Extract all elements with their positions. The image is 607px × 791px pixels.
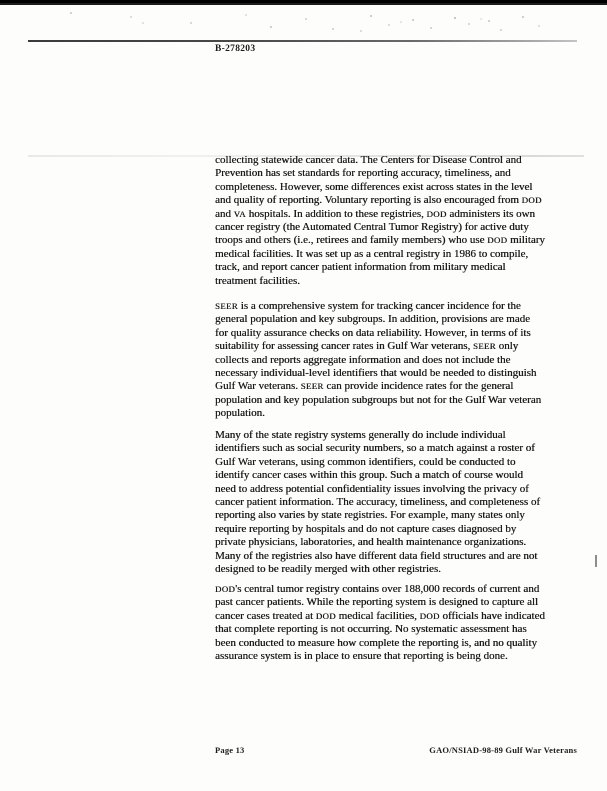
small-caps-term: SEER (300, 381, 324, 392)
page-number: Page 13 (215, 745, 245, 755)
text-line: past cancer patients. While the reporting system is designed to capture all (215, 596, 538, 609)
paragraph-4 (215, 583, 587, 663)
text-line: Many of the registries also have different data field structures and are not (215, 549, 538, 562)
small-caps-term: DOD (521, 195, 542, 206)
small-caps-term: DOD (487, 235, 508, 246)
text-line: been conducted to measure how complete the reporting is, and no quality (215, 636, 537, 649)
small-caps-term: DOD (315, 610, 336, 621)
text-line: collecting statewide cancer data. The Centers for Disease Control and (215, 154, 522, 166)
text-line: designed to be readily merged with other registries. (215, 563, 441, 576)
text-line: necessary individual-level identifiers that would be needed to distinguish (215, 367, 537, 380)
text-line: that complete reporting is not occurring. No systematic assessment has (215, 623, 527, 636)
small-caps-term: DOD (215, 584, 236, 594)
paragraph-1 (215, 154, 587, 288)
report-number: GAO/NSIAD-98-89 Gulf War Veterans (429, 745, 577, 755)
text-line: population and key population subgroups but not for the Gulf War veteran (215, 393, 542, 406)
small-caps-term: VA (233, 208, 246, 219)
text-line: Gulf War veterans, using common identifiers, could be conducted to (215, 455, 516, 468)
text-line: general population and key subgroups. In addition, provisions are made (215, 313, 530, 326)
small-caps-term: DOD (419, 610, 440, 621)
text-line: Gulf War veterans. SEER can provide incidence rates for the general (215, 380, 514, 393)
scan-noise-specks (70, 12, 72, 14)
text-line: reporting also varies by state registries. For example, many states only (215, 509, 525, 522)
paragraph-3 (215, 429, 587, 576)
small-caps-term: SEER (215, 301, 238, 311)
text-line: DOD's central tumor registry contains over 188,000 records of current and (215, 583, 540, 595)
text-line: completeness. However, some differences exist across states in the level (215, 180, 533, 193)
text-line: SEER is a comprehensive system for tracking cancer incidence for the (215, 300, 521, 312)
text-line: cancer patient information. The accuracy, timeliness, and completeness of (215, 496, 540, 509)
small-caps-term: DOD (426, 208, 447, 219)
text-line: assurance system is in place to ensure that reporting is being done. (215, 650, 508, 663)
text-line: track, and report cancer patient information from military medical (215, 261, 506, 274)
text-line: private physicians, laboratories, and health maintenance organizations. (215, 536, 527, 549)
text-line: cancer cases treated at DOD medical facilities, DOD officials have indicated (215, 609, 545, 622)
text-line: troops and others (i.e., retirees and family members) who use DOD military (215, 234, 545, 247)
text-line: Prevention has set standards for reporting accuracy, timeliness, and (215, 167, 511, 180)
text-line: and VA hospitals. In addition to these registries, DOD administers its own (215, 207, 535, 220)
scan-artifact-mark (595, 555, 597, 567)
text-line: require reporting by hospitals and do not capture cases diagnosed by (215, 522, 517, 535)
text-line: suitability for assessing cancer rates in Gulf War veterans, SEER only (215, 340, 519, 353)
text-line: collects and reports aggregate information and does not include the (215, 353, 511, 366)
text-line: cancer registry (the Automated Central Tumor Registry) for active duty (215, 221, 529, 234)
small-caps-term: SEER (472, 341, 496, 352)
text-line: medical facilities. It was set up as a central registry in 1986 to compile, (215, 247, 529, 260)
text-line: identify cancer cases within this group. Such a match of course would (215, 469, 523, 482)
text-line: for quality assurance checks on data reliability. However, in terms of its (215, 326, 531, 339)
doc-number: B-278203 (215, 44, 256, 54)
text-line: identifiers such as social security numbers, so a match against a roster of (215, 442, 535, 455)
text-line: and quality of reporting. Voluntary reporting is also encouraged from DOD (215, 194, 542, 207)
paragraph-2 (215, 300, 587, 421)
text-line: treatment facilities. (215, 274, 300, 287)
scan-edge-bar (0, 0, 607, 5)
text-line: need to address potential confidentiality issues involving the privacy of (215, 482, 529, 495)
text-line: population. (215, 407, 265, 420)
header-rule (28, 40, 577, 42)
text-line: Many of the state registry systems generally do include individual (215, 429, 506, 441)
